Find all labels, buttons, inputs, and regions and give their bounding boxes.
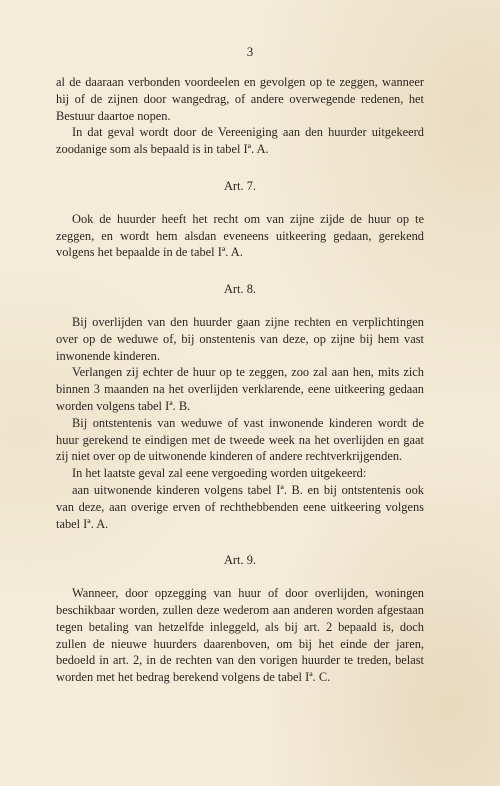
document-body [56, 74, 424, 686]
paragraph: Verlangen zij echter de huur op te zeggen, zoo zal aan hen, mits zich binnen 3 maanden na het overlijden verklarende, eene uitkeering gedaan worden volgens tabel Iª. B. [56, 365, 424, 413]
paragraph: Ook de huurder heeft het recht om van zijne zijde de huur op te zeggen, en wordt hem alsdan eveneens uitkeering gedaan, gerekend volgens het bepaalde in de tabel Iª. A. [56, 211, 424, 260]
paragraph: aan uitwonende kinderen volgens tabel Iª. B. en bij ontstentenis ook van deze, aan overige erven of rechthebbenden eene uitkeering volgens tabel Iª. A. [56, 482, 424, 531]
page-number: 3 [246, 44, 254, 59]
article-heading: Art. 8. [223, 282, 256, 297]
article-heading: Art. 9. [223, 553, 256, 568]
paragraph: Bij ontstentenis van weduwe of vast inwonende kinderen wordt de huur gerekend te eindigen met de tweede week na het overlijden en gaat zij niet over op de uitwonende kinderen of andere rechtverkrijgenden. [56, 415, 424, 464]
paragraph: Bij overlijden van den huurder gaan zijne rechten en verplichtingen over op de weduwe of, bij onstentenis van deze, op zijne bij hem vast inwonende kinderen. [56, 314, 424, 363]
paragraph: In dat geval wordt door de Vereeniging aan den huurder uitgekeerd zoodanige som als bepaald is in tabel Iª. A. [56, 125, 424, 157]
paragraph: In het laatste geval zal eene vergoeding worden uitgekeerd: [72, 466, 367, 481]
paragraph: al de daaraan verbonden voordeelen en gevolgen op te zeggen, wanneer hij of de zijnen door wangedrag, of andere overwegende redenen, het Bestuur daartoe nopen. [56, 75, 424, 123]
article-heading: Art. 7. [223, 178, 256, 193]
paragraph: Wanneer, door opzegging van huur of door overlijden, woningen beschikbaar worden, zullen deze wederom aan anderen worden afgestaan tegen betaling van hetzelfde inleggeld, als bij art. 2 bepaald is, doch zullen de nieuwe huurders daarenboven, om bij het einde der jaren, bedoeld in art. 2, in de rechten van den vorigen huurder te treden, belast worden met het bedrag berekend volgens de tabel Iª. C. [56, 586, 424, 685]
